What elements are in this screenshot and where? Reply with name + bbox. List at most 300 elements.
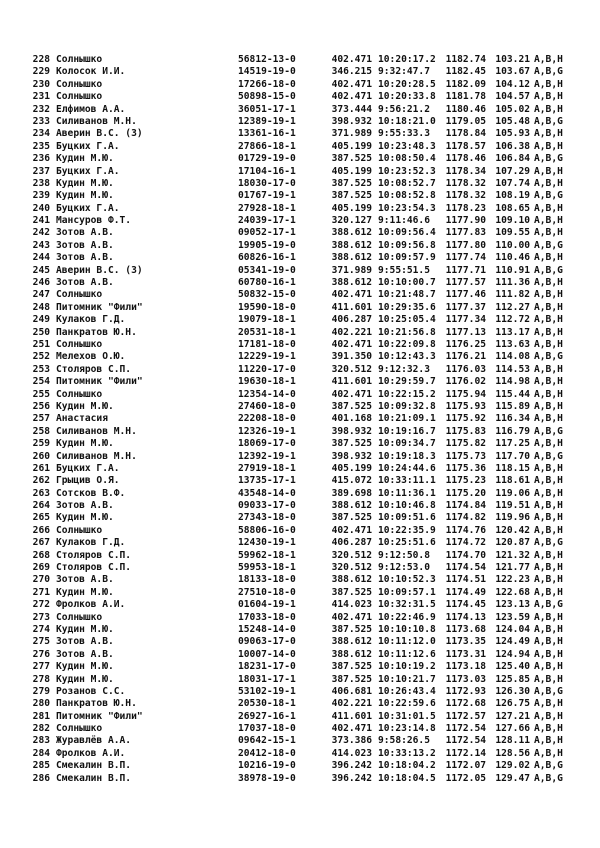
speed-cell: 1174.49 bbox=[445, 586, 486, 598]
position-cell: 228 bbox=[32, 54, 50, 65]
speed-cell: 1178.46 bbox=[445, 153, 486, 165]
owner-name-cell: Питомник "Фили" bbox=[56, 710, 143, 722]
coefficient-cell: 111.36 bbox=[495, 277, 530, 289]
groups-cell: A,B,H bbox=[534, 500, 563, 512]
owner-name-cell: Столяров С.П. bbox=[56, 363, 132, 375]
speed-cell: 1175.36 bbox=[445, 462, 486, 474]
ring-number-cell: 18030-17-0 bbox=[238, 177, 296, 189]
arrival-time-cell: 10:26:43.4 bbox=[378, 685, 436, 697]
groups-cell: A,B,G bbox=[534, 772, 563, 784]
arrival-time-cell: 10:20:33.8 bbox=[378, 91, 436, 103]
position-cell: 273 bbox=[32, 611, 50, 623]
distance-cell: 371.989 bbox=[331, 128, 372, 140]
distance-cell: 388.612 bbox=[331, 277, 372, 289]
groups-cell: A,B,H bbox=[534, 289, 563, 301]
position-cell: 252 bbox=[32, 351, 50, 363]
coefficient-cell: 110.46 bbox=[495, 252, 530, 264]
position-cell: 243 bbox=[32, 239, 50, 251]
distance-cell: 402.471 bbox=[331, 388, 372, 400]
coefficient-cell: 114.53 bbox=[495, 363, 530, 375]
coefficient-cell: 115.89 bbox=[495, 400, 530, 412]
groups-cell: A,B,H bbox=[534, 202, 563, 214]
distance-cell: 398.932 bbox=[331, 425, 372, 437]
owner-name-cell: Мелехов О.Ю. bbox=[56, 351, 126, 363]
owner-name-cell: Зотов А.В. bbox=[56, 277, 114, 289]
owner-name-cell: Сотсков В.Ф. bbox=[56, 487, 126, 499]
ring-number-cell: 20531-18-1 bbox=[238, 326, 296, 338]
position-cell: 262 bbox=[32, 475, 50, 487]
groups-cell: A,B,H bbox=[534, 475, 563, 487]
coefficient-cell: 108.65 bbox=[495, 202, 530, 214]
groups-cell: A,B,G bbox=[534, 599, 563, 611]
distance-cell: 391.350 bbox=[331, 351, 372, 363]
speed-cell: 1177.90 bbox=[445, 215, 486, 227]
arrival-time-cell: 10:22:59.6 bbox=[378, 698, 436, 710]
coefficient-cell: 104.12 bbox=[495, 78, 530, 90]
position-cell: 244 bbox=[32, 252, 50, 264]
arrival-time-cell: 10:19:18.3 bbox=[378, 450, 436, 462]
speed-cell: 1179.05 bbox=[445, 115, 486, 127]
table-row bbox=[24, 463, 574, 475]
distance-cell: 402.471 bbox=[331, 611, 372, 623]
distance-cell: 346.215 bbox=[331, 66, 372, 78]
owner-name-cell: Зотов А.В. bbox=[56, 636, 114, 648]
coefficient-cell: 125.85 bbox=[495, 673, 530, 685]
position-cell: 246 bbox=[32, 277, 50, 289]
owner-name-cell: Зотов А.В. bbox=[56, 574, 114, 586]
coefficient-cell: 106.84 bbox=[495, 153, 530, 165]
coefficient-cell: 110.91 bbox=[495, 264, 530, 276]
owner-name-cell: Кудин М.Ю. bbox=[56, 623, 114, 635]
distance-cell: 402.471 bbox=[331, 78, 372, 90]
speed-cell: 1173.31 bbox=[445, 648, 486, 660]
position-cell: 269 bbox=[32, 562, 50, 574]
distance-cell: 405.199 bbox=[331, 140, 372, 152]
ring-number-cell: 19630-18-1 bbox=[238, 376, 296, 388]
coefficient-cell: 124.04 bbox=[495, 623, 530, 635]
owner-name-cell: Столяров С.П. bbox=[56, 562, 132, 574]
arrival-time-cell: 10:21:56.8 bbox=[378, 326, 436, 338]
distance-cell: 402.471 bbox=[331, 289, 372, 301]
groups-cell: A,B,H bbox=[534, 648, 563, 660]
arrival-time-cell: 10:33:11.1 bbox=[378, 475, 436, 487]
speed-cell: 1172.07 bbox=[445, 760, 486, 772]
distance-cell: 405.199 bbox=[331, 202, 372, 214]
position-cell: 285 bbox=[32, 760, 50, 772]
distance-cell: 387.525 bbox=[331, 586, 372, 598]
table-row bbox=[24, 773, 574, 785]
arrival-time-cell: 10:25:51.6 bbox=[378, 537, 436, 549]
coefficient-cell: 122.68 bbox=[495, 586, 530, 598]
arrival-time-cell: 10:18:04.5 bbox=[378, 772, 436, 784]
speed-cell: 1176.03 bbox=[445, 363, 486, 375]
position-cell: 261 bbox=[32, 462, 50, 474]
speed-cell: 1172.68 bbox=[445, 698, 486, 710]
coefficient-cell: 116.79 bbox=[495, 425, 530, 437]
speed-cell: 1172.54 bbox=[445, 735, 486, 747]
table-row bbox=[24, 500, 574, 512]
ring-number-cell: 27343-18-0 bbox=[238, 512, 296, 524]
arrival-time-cell: 10:23:14.8 bbox=[378, 723, 436, 735]
distance-cell: 388.612 bbox=[331, 227, 372, 239]
position-cell: 276 bbox=[32, 648, 50, 660]
distance-cell: 388.612 bbox=[331, 648, 372, 660]
position-cell: 253 bbox=[32, 363, 50, 375]
position-cell: 238 bbox=[32, 177, 50, 189]
arrival-time-cell: 9:32:47.7 bbox=[378, 66, 430, 78]
groups-cell: A,B,H bbox=[534, 54, 563, 65]
position-cell: 231 bbox=[32, 91, 50, 103]
table-row bbox=[24, 314, 574, 326]
arrival-time-cell: 10:10:21.7 bbox=[378, 673, 436, 685]
ring-number-cell: 09033-17-0 bbox=[238, 500, 296, 512]
ring-number-cell: 26927-16-1 bbox=[238, 710, 296, 722]
distance-cell: 402.471 bbox=[331, 91, 372, 103]
owner-name-cell: Аверин В.С. (3) bbox=[56, 264, 143, 276]
position-cell: 264 bbox=[32, 500, 50, 512]
speed-cell: 1178.34 bbox=[445, 165, 486, 177]
distance-cell: 414.023 bbox=[331, 747, 372, 759]
arrival-time-cell: 10:31:01.5 bbox=[378, 710, 436, 722]
owner-name-cell: Грыцив О.Я. bbox=[56, 475, 120, 487]
distance-cell: 414.023 bbox=[331, 599, 372, 611]
owner-name-cell: Анастасия bbox=[56, 413, 108, 425]
ring-number-cell: 60826-16-1 bbox=[238, 252, 296, 264]
position-cell: 255 bbox=[32, 388, 50, 400]
owner-name-cell: Фролков А.И. bbox=[56, 747, 126, 759]
position-cell: 274 bbox=[32, 623, 50, 635]
coefficient-cell: 129.47 bbox=[495, 772, 530, 784]
coefficient-cell: 128.11 bbox=[495, 735, 530, 747]
distance-cell: 401.168 bbox=[331, 413, 372, 425]
speed-cell: 1177.46 bbox=[445, 289, 486, 301]
distance-cell: 396.242 bbox=[331, 760, 372, 772]
table-row bbox=[24, 636, 574, 648]
speed-cell: 1175.73 bbox=[445, 450, 486, 462]
groups-cell: A,B,H bbox=[534, 376, 563, 388]
table-row bbox=[24, 289, 574, 301]
owner-name-cell: Смекалин В.П. bbox=[56, 772, 132, 784]
groups-cell: A,B,H bbox=[534, 562, 563, 574]
position-cell: 278 bbox=[32, 673, 50, 685]
owner-name-cell: Силиванов М.Н. bbox=[56, 450, 137, 462]
arrival-time-cell: 9:55:33.3 bbox=[378, 128, 430, 140]
arrival-time-cell: 10:10:19.2 bbox=[378, 661, 436, 673]
speed-cell: 1174.82 bbox=[445, 512, 486, 524]
position-cell: 248 bbox=[32, 301, 50, 313]
groups-cell: A,B,H bbox=[534, 735, 563, 747]
coefficient-cell: 105.48 bbox=[495, 115, 530, 127]
coefficient-cell: 120.87 bbox=[495, 537, 530, 549]
groups-cell: A,B,G bbox=[534, 760, 563, 772]
table-row bbox=[24, 190, 574, 202]
ring-number-cell: 43548-14-0 bbox=[238, 487, 296, 499]
groups-cell: A,B,G bbox=[534, 239, 563, 251]
owner-name-cell: Солнышко bbox=[56, 91, 103, 103]
distance-cell: 398.932 bbox=[331, 115, 372, 127]
distance-cell: 387.525 bbox=[331, 623, 372, 635]
groups-cell: A,B,H bbox=[534, 549, 563, 561]
speed-cell: 1182.74 bbox=[445, 54, 486, 65]
owner-name-cell: Силиванов М.Н. bbox=[56, 115, 137, 127]
speed-cell: 1178.57 bbox=[445, 140, 486, 152]
groups-cell: A,B,H bbox=[534, 698, 563, 710]
speed-cell: 1175.93 bbox=[445, 400, 486, 412]
groups-cell: A,B,H bbox=[534, 710, 563, 722]
position-cell: 265 bbox=[32, 512, 50, 524]
distance-cell: 387.525 bbox=[331, 177, 372, 189]
table-row bbox=[24, 91, 574, 103]
groups-cell: A,B,H bbox=[534, 611, 563, 623]
position-cell: 234 bbox=[32, 128, 50, 140]
distance-cell: 411.601 bbox=[331, 301, 372, 313]
groups-cell: A,B,H bbox=[534, 524, 563, 536]
owner-name-cell: Питомник "Фили" bbox=[56, 376, 143, 388]
coefficient-cell: 105.02 bbox=[495, 103, 530, 115]
arrival-time-cell: 10:18:04.2 bbox=[378, 760, 436, 772]
coefficient-cell: 118.15 bbox=[495, 462, 530, 474]
arrival-time-cell: 10:20:28.5 bbox=[378, 78, 436, 90]
coefficient-cell: 114.08 bbox=[495, 351, 530, 363]
speed-cell: 1172.05 bbox=[445, 772, 486, 784]
groups-cell: A,B,H bbox=[534, 227, 563, 239]
distance-cell: 320.127 bbox=[331, 215, 372, 227]
arrival-time-cell: 10:29:59.7 bbox=[378, 376, 436, 388]
arrival-time-cell: 10:09:57.1 bbox=[378, 586, 436, 598]
position-cell: 263 bbox=[32, 487, 50, 499]
table-row bbox=[24, 735, 574, 747]
arrival-time-cell: 10:09:32.8 bbox=[378, 400, 436, 412]
position-cell: 237 bbox=[32, 165, 50, 177]
distance-cell: 320.512 bbox=[331, 562, 372, 574]
table-row bbox=[24, 116, 574, 128]
arrival-time-cell: 10:25:05.4 bbox=[378, 314, 436, 326]
speed-cell: 1178.32 bbox=[445, 177, 486, 189]
coefficient-cell: 109.55 bbox=[495, 227, 530, 239]
speed-cell: 1178.32 bbox=[445, 190, 486, 202]
ring-number-cell: 59953-18-1 bbox=[238, 562, 296, 574]
position-cell: 241 bbox=[32, 215, 50, 227]
coefficient-cell: 127.21 bbox=[495, 710, 530, 722]
position-cell: 266 bbox=[32, 524, 50, 536]
ring-number-cell: 60780-16-1 bbox=[238, 277, 296, 289]
owner-name-cell: Розанов С.С. bbox=[56, 685, 126, 697]
speed-cell: 1182.45 bbox=[445, 66, 486, 78]
coefficient-cell: 105.93 bbox=[495, 128, 530, 140]
ring-number-cell: 18231-17-0 bbox=[238, 661, 296, 673]
owner-name-cell: Солнышко bbox=[56, 78, 103, 90]
table-row bbox=[24, 166, 574, 178]
distance-cell: 320.512 bbox=[331, 549, 372, 561]
distance-cell: 402.221 bbox=[331, 326, 372, 338]
distance-cell: 406.287 bbox=[331, 537, 372, 549]
ring-number-cell: 20530-18-1 bbox=[238, 698, 296, 710]
table-row bbox=[24, 562, 574, 574]
owner-name-cell: Солнышко bbox=[56, 524, 103, 536]
owner-name-cell: Питомник "Фили" bbox=[56, 301, 143, 313]
distance-cell: 388.612 bbox=[331, 500, 372, 512]
groups-cell: A,B,G bbox=[534, 264, 563, 276]
groups-cell: A,B,G bbox=[534, 537, 563, 549]
coefficient-cell: 122.23 bbox=[495, 574, 530, 586]
distance-cell: 387.525 bbox=[331, 661, 372, 673]
table-row bbox=[24, 327, 574, 339]
groups-cell: A,B,H bbox=[534, 301, 563, 313]
distance-cell: 320.512 bbox=[331, 363, 372, 375]
table-row bbox=[24, 178, 574, 190]
coefficient-cell: 110.00 bbox=[495, 239, 530, 251]
groups-cell: A,B,H bbox=[534, 363, 563, 375]
table-row bbox=[24, 624, 574, 636]
owner-name-cell: Кудин М.Ю. bbox=[56, 400, 114, 412]
coefficient-cell: 108.19 bbox=[495, 190, 530, 202]
arrival-time-cell: 10:12:43.3 bbox=[378, 351, 436, 363]
ring-number-cell: 01767-19-1 bbox=[238, 190, 296, 202]
table-row bbox=[24, 488, 574, 500]
table-row bbox=[24, 364, 574, 376]
arrival-time-cell: 10:21:48.7 bbox=[378, 289, 436, 301]
arrival-time-cell: 10:22:35.9 bbox=[378, 524, 436, 536]
arrival-time-cell: 10:22:46.9 bbox=[378, 611, 436, 623]
arrival-time-cell: 10:09:34.7 bbox=[378, 438, 436, 450]
distance-cell: 387.525 bbox=[331, 512, 372, 524]
ring-number-cell: 20412-18-0 bbox=[238, 747, 296, 759]
position-cell: 286 bbox=[32, 772, 50, 784]
ring-number-cell: 53102-19-1 bbox=[238, 685, 296, 697]
ring-number-cell: 17266-18-0 bbox=[238, 78, 296, 90]
table-row bbox=[24, 265, 574, 277]
coefficient-cell: 119.51 bbox=[495, 500, 530, 512]
speed-cell: 1173.35 bbox=[445, 636, 486, 648]
ring-number-cell: 22208-18-0 bbox=[238, 413, 296, 425]
groups-cell: A,B,H bbox=[534, 512, 563, 524]
speed-cell: 1177.57 bbox=[445, 277, 486, 289]
groups-cell: A,B,G bbox=[534, 153, 563, 165]
groups-cell: A,B,H bbox=[534, 103, 563, 115]
arrival-time-cell: 10:23:52.3 bbox=[378, 165, 436, 177]
ring-number-cell: 36051-17-1 bbox=[238, 103, 296, 115]
position-cell: 235 bbox=[32, 140, 50, 152]
groups-cell: A,B,H bbox=[534, 747, 563, 759]
position-cell: 270 bbox=[32, 574, 50, 586]
distance-cell: 402.471 bbox=[331, 524, 372, 536]
owner-name-cell: Солнышко bbox=[56, 54, 103, 65]
distance-cell: 387.525 bbox=[331, 190, 372, 202]
speed-cell: 1172.93 bbox=[445, 685, 486, 697]
groups-cell: A,B,G bbox=[534, 66, 563, 78]
table-row bbox=[24, 550, 574, 562]
speed-cell: 1176.02 bbox=[445, 376, 486, 388]
coefficient-cell: 111.82 bbox=[495, 289, 530, 301]
coefficient-cell: 107.74 bbox=[495, 177, 530, 189]
groups-cell: A,B,H bbox=[534, 623, 563, 635]
ring-number-cell: 13361-16-1 bbox=[238, 128, 296, 140]
groups-cell: A,B,H bbox=[534, 413, 563, 425]
owner-name-cell: Панкратов Ю.Н. bbox=[56, 698, 137, 710]
ring-number-cell: 11220-17-0 bbox=[238, 363, 296, 375]
ring-number-cell: 18031-17-1 bbox=[238, 673, 296, 685]
speed-cell: 1177.34 bbox=[445, 314, 486, 326]
coefficient-cell: 104.57 bbox=[495, 91, 530, 103]
position-cell: 247 bbox=[32, 289, 50, 301]
owner-name-cell: Буцких Г.А. bbox=[56, 140, 120, 152]
arrival-time-cell: 9:55:51.5 bbox=[378, 264, 430, 276]
speed-cell: 1174.72 bbox=[445, 537, 486, 549]
ring-number-cell: 01729-19-0 bbox=[238, 153, 296, 165]
distance-cell: 387.525 bbox=[331, 400, 372, 412]
table-row bbox=[24, 389, 574, 401]
speed-cell: 1173.03 bbox=[445, 673, 486, 685]
arrival-time-cell: 10:23:54.3 bbox=[378, 202, 436, 214]
position-cell: 236 bbox=[32, 153, 50, 165]
coefficient-cell: 114.98 bbox=[495, 376, 530, 388]
ring-number-cell: 12354-14-0 bbox=[238, 388, 296, 400]
ring-number-cell: 27919-18-1 bbox=[238, 462, 296, 474]
distance-cell: 387.525 bbox=[331, 673, 372, 685]
coefficient-cell: 120.42 bbox=[495, 524, 530, 536]
position-cell: 245 bbox=[32, 264, 50, 276]
groups-cell: A,B,H bbox=[534, 388, 563, 400]
owner-name-cell: Колосок И.И. bbox=[56, 66, 126, 78]
speed-cell: 1175.92 bbox=[445, 413, 486, 425]
coefficient-cell: 121.77 bbox=[495, 562, 530, 574]
position-cell: 229 bbox=[32, 66, 50, 78]
groups-cell: A,B,H bbox=[534, 574, 563, 586]
distance-cell: 406.287 bbox=[331, 314, 372, 326]
ring-number-cell: 58806-16-0 bbox=[238, 524, 296, 536]
groups-cell: A,B,G bbox=[534, 115, 563, 127]
distance-cell: 405.199 bbox=[331, 462, 372, 474]
ring-number-cell: 17033-18-0 bbox=[238, 611, 296, 623]
ring-number-cell: 18133-18-0 bbox=[238, 574, 296, 586]
table-row bbox=[24, 475, 574, 487]
ring-number-cell: 12389-19-1 bbox=[238, 115, 296, 127]
arrival-time-cell: 9:12:50.8 bbox=[378, 549, 430, 561]
groups-cell: A,B,H bbox=[534, 487, 563, 499]
table-row bbox=[24, 661, 574, 673]
table-row bbox=[24, 302, 574, 314]
position-cell: 271 bbox=[32, 586, 50, 598]
results-table bbox=[24, 54, 574, 785]
table-row bbox=[24, 128, 574, 140]
groups-cell: A,B,G bbox=[534, 450, 563, 462]
table-row bbox=[24, 141, 574, 153]
coefficient-cell: 109.10 bbox=[495, 215, 530, 227]
owner-name-cell: Зотов А.В. bbox=[56, 252, 114, 264]
groups-cell: A,B,H bbox=[534, 128, 563, 140]
owner-name-cell: Зотов А.В. bbox=[56, 500, 114, 512]
groups-cell: A,B,H bbox=[534, 140, 563, 152]
arrival-time-cell: 10:09:56.8 bbox=[378, 239, 436, 251]
speed-cell: 1177.80 bbox=[445, 239, 486, 251]
position-cell: 283 bbox=[32, 735, 50, 747]
arrival-time-cell: 10:21:09.1 bbox=[378, 413, 436, 425]
owner-name-cell: Кулаков Г.Д. bbox=[56, 314, 126, 326]
coefficient-cell: 123.59 bbox=[495, 611, 530, 623]
speed-cell: 1176.21 bbox=[445, 351, 486, 363]
arrival-time-cell: 10:11:12.6 bbox=[378, 648, 436, 660]
ring-number-cell: 12326-19-1 bbox=[238, 425, 296, 437]
groups-cell: A,B,H bbox=[534, 277, 563, 289]
owner-name-cell: Солнышко bbox=[56, 289, 103, 301]
position-cell: 280 bbox=[32, 698, 50, 710]
owner-name-cell: Солнышко bbox=[56, 611, 103, 623]
ring-number-cell: 05341-19-0 bbox=[238, 264, 296, 276]
groups-cell: A,B,H bbox=[534, 165, 563, 177]
speed-cell: 1177.83 bbox=[445, 227, 486, 239]
owner-name-cell: Кудин М.Ю. bbox=[56, 190, 114, 202]
table-row bbox=[24, 339, 574, 351]
